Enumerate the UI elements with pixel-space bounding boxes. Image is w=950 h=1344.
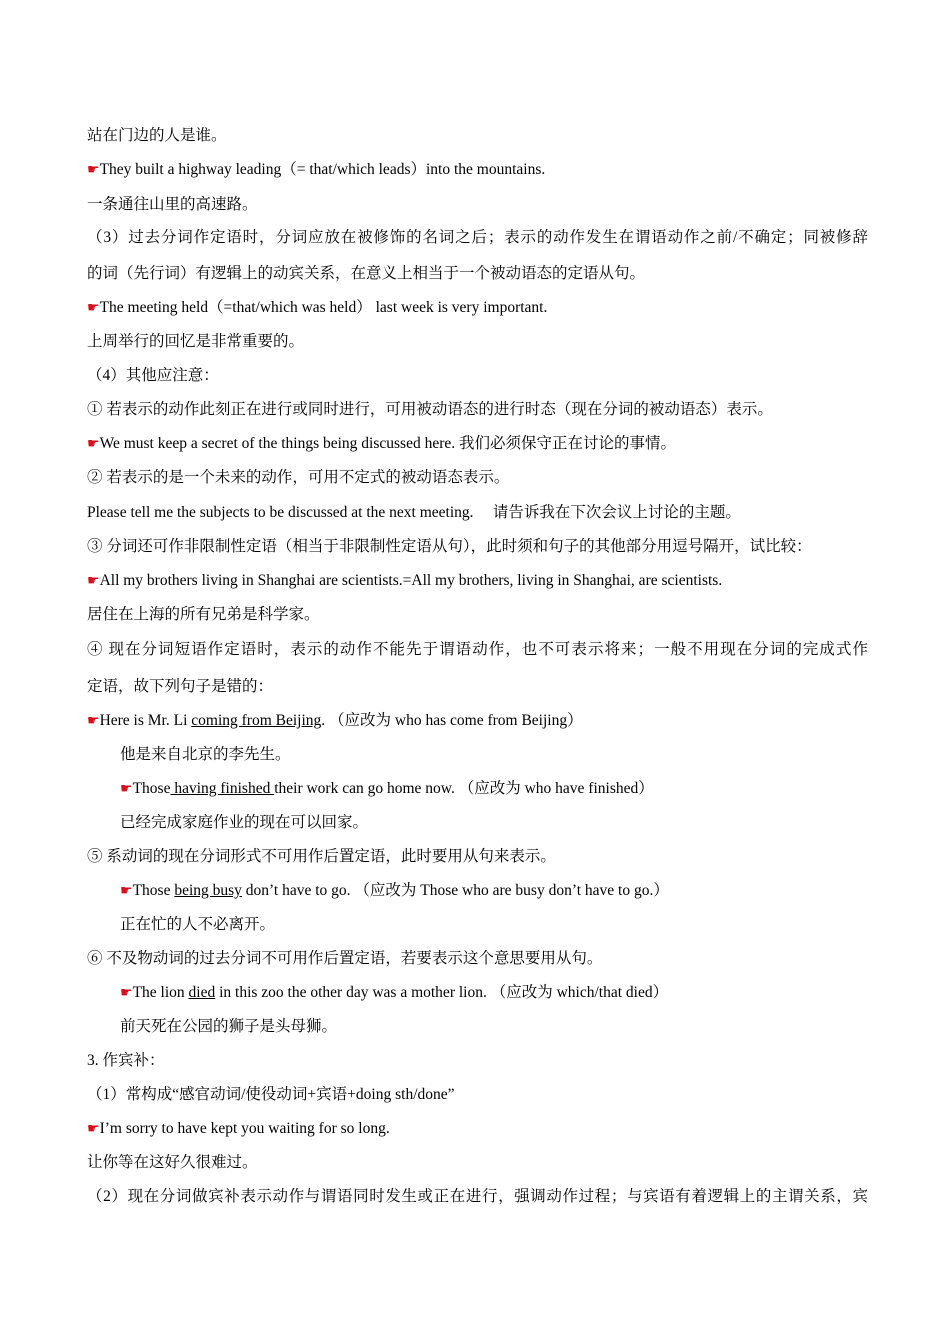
example-line: ☛They built a highway leading（= that/which leads）into the mountains. — [87, 161, 546, 178]
text-line: 上周举行的回忆是非常重要的。 — [87, 333, 305, 350]
text-line: ⑤ 系动词的现在分词形式不可用作后置定语，此时要用从句来表示。 — [87, 848, 556, 865]
text-line: ① 若表示的动作此刻正在进行或同时进行，可用被动语态的进行时态（现在分词的被动语态）表示。 — [87, 401, 773, 418]
text-line: 一条通往山里的高速路。 — [87, 196, 258, 213]
example-line: ☛Those being busy don’t have to go. （应改为 Those who are busy don’t have to go.） — [120, 882, 669, 899]
pointing-hand-icon: ☛ — [87, 162, 100, 178]
example-line: ☛Those having finished their work can go home now. （应改为 who have finished） — [120, 780, 654, 797]
text-line: ⑥ 不及物动词的过去分词不可用作后置定语，若要表示这个意思要用从句。 — [87, 950, 603, 967]
text-line: 正在忙的人不必离开。 — [120, 916, 276, 933]
example-line: ☛The lion died in this zoo the other day was a mother lion. （应改为 which/that died） — [120, 984, 669, 1001]
text-line: 他是来自北京的李先生。 — [120, 746, 291, 763]
text-line: （1）常构成“感官动词/使役动词+宾语+doing sth/done” — [87, 1086, 455, 1103]
text-line: 站在门边的人是谁。 — [87, 127, 227, 144]
text-line: （3）过去分词作定语时，分词应放在被修饰的名词之后；表示的动作发生在谓语动作之前/不确定；同被修辞 — [87, 229, 868, 246]
example-line: ☛I’m sorry to have kept you waiting for so long. — [87, 1120, 390, 1137]
section-heading: （4）其他应注意： — [87, 367, 219, 384]
pointing-hand-icon: ☛ — [120, 985, 133, 1001]
pointing-hand-icon: ☛ — [120, 781, 133, 797]
text-line: ③ 分词还可作非限制性定语（相当于非限制性定语从句），此时须和句子的其他部分用逗号隔开，试比较： — [87, 538, 812, 555]
text-line: 定语，故下列句子是错的： — [87, 678, 274, 695]
text-line: ④ 现在分词短语作定语时，表示的动作不能先于谓语动作，也不可表示将来；一般不用现在分词的完成式作 — [87, 641, 868, 658]
text-line: ② 若表示的是一个未来的动作，可用不定式的被动语态表示。 — [87, 469, 510, 486]
text-line: （2）现在分词做宾补表示动作与谓语同时发生或正在进行，强调动作过程；与宾语有着逻辑上的主谓关系，宾 — [87, 1188, 868, 1205]
pointing-hand-icon: ☛ — [87, 436, 100, 452]
section-heading: 3. 作宾补： — [87, 1052, 165, 1069]
pointing-hand-icon: ☛ — [87, 573, 100, 589]
text-line: 让你等在这好久很难过。 — [87, 1154, 258, 1171]
text-line: 的词（先行词）有逻辑上的动宾关系，在意义上相当于一个被动语态的定语从句。 — [87, 265, 646, 282]
text-line: Please tell me the subjects to be discussed at the next meeting. 请告诉我在下次会议上讨论的主题。 — [87, 504, 741, 521]
pointing-hand-icon: ☛ — [87, 1121, 100, 1137]
example-line: ☛We must keep a secret of the things being discussed here. 我们必须保守正在讨论的事情。 — [87, 435, 677, 452]
example-line: ☛All my brothers living in Shanghai are scientists.=All my brothers, living in Shanghai, are scientists. — [87, 572, 723, 589]
text-line: 前天死在公园的狮子是头母狮。 — [120, 1018, 338, 1035]
text-line: 已经完成家庭作业的现在可以回家。 — [120, 814, 369, 831]
pointing-hand-icon: ☛ — [87, 300, 100, 316]
text-line: 居住在上海的所有兄弟是科学家。 — [87, 606, 320, 623]
pointing-hand-icon: ☛ — [87, 713, 100, 729]
example-line: ☛Here is Mr. Li coming from Beijing. （应改为 who has come from Beijing） — [87, 712, 583, 729]
example-line: ☛The meeting held（=that/which was held） last week is very important. — [87, 299, 548, 316]
pointing-hand-icon: ☛ — [120, 883, 133, 899]
